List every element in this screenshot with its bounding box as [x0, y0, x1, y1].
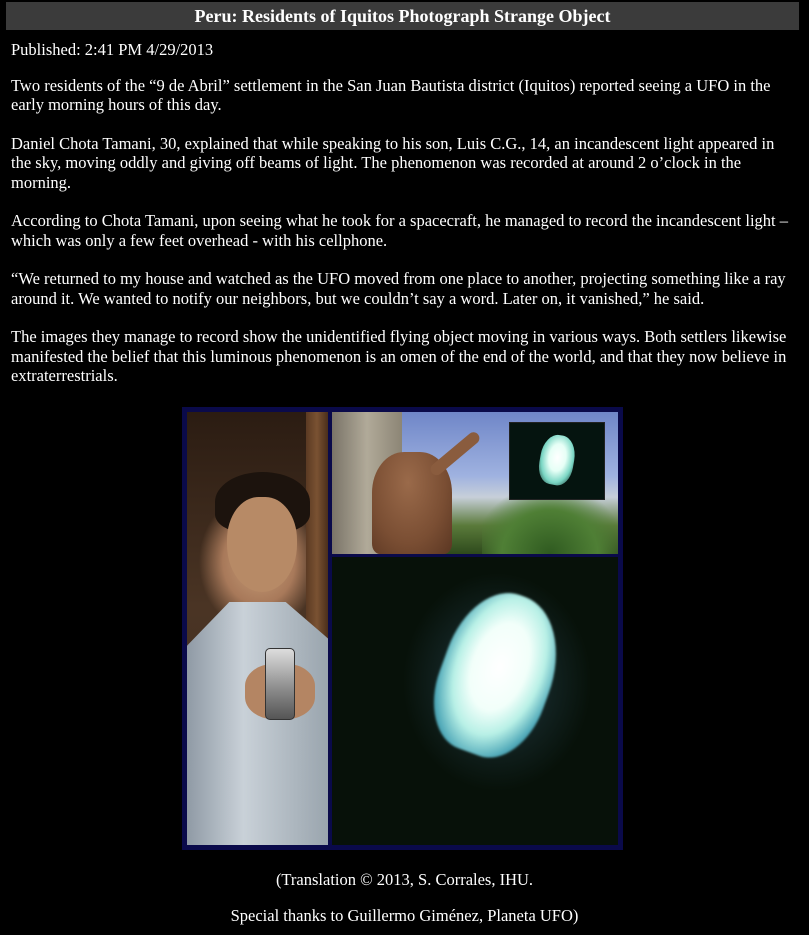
- photo-man-pointing-sky: [332, 412, 618, 554]
- cellphone-icon: [265, 648, 295, 720]
- palm-trees: [482, 492, 618, 554]
- article-paragraph: According to Chota Tamani, upon seeing what he took for a spacecraft, he managed to record the incandescent light – which was only a few feet overhead - with his cellphone.: [11, 211, 788, 250]
- article-paragraph: The images they manage to record show the unidentified flying object moving in various ways. Both settlers likewise manifested the belief that this luminous phenomenon is an omen of the end of the world, and that they now believe in extraterrestrials.: [11, 327, 787, 385]
- ufo-inset-photo: [509, 422, 605, 500]
- ufo-glow-small: [536, 432, 578, 487]
- shirt: [187, 602, 328, 845]
- article-paragraph: “We returned to my house and watched as the UFO moved from one place to another, projecting something like a ray around it. We wanted to notify our neighbors, but we couldn’t say a word. Later on, it vanished,” he said.: [11, 269, 786, 308]
- photo-ufo-light: [332, 557, 618, 845]
- photo-collage: [182, 407, 623, 850]
- photo-young-man-with-cellphone: [187, 412, 328, 845]
- article-paragraph: Two residents of the “9 de Abril” settlement in the San Juan Bautista district (Iquitos) reported seeing a UFO in the early morning hours of this day.: [11, 75, 771, 114]
- article-body: [11, 40, 797, 405]
- pointing-arm: [428, 430, 482, 478]
- article-paragraph: Daniel Chota Tamani, 30, explained that while speaking to his son, Luis C.G., 14, an incandescent light appeared in the sky, moving oddly and giving off beams of light. The phenomenon was recorded at around 2 o’clock in the morning.: [11, 133, 775, 192]
- page-title: Peru: Residents of Iquitos Photograph Strange Object: [194, 5, 611, 26]
- title-bar: [6, 2, 799, 30]
- face: [227, 497, 297, 592]
- thanks-credit: Special thanks to Guillermo Giménez, Planeta UFO): [230, 906, 579, 925]
- published-date: Published: 2:41 PM 4/29/2013: [11, 40, 214, 59]
- translation-credit: (Translation © 2013, S. Corrales, IHU.: [275, 870, 534, 889]
